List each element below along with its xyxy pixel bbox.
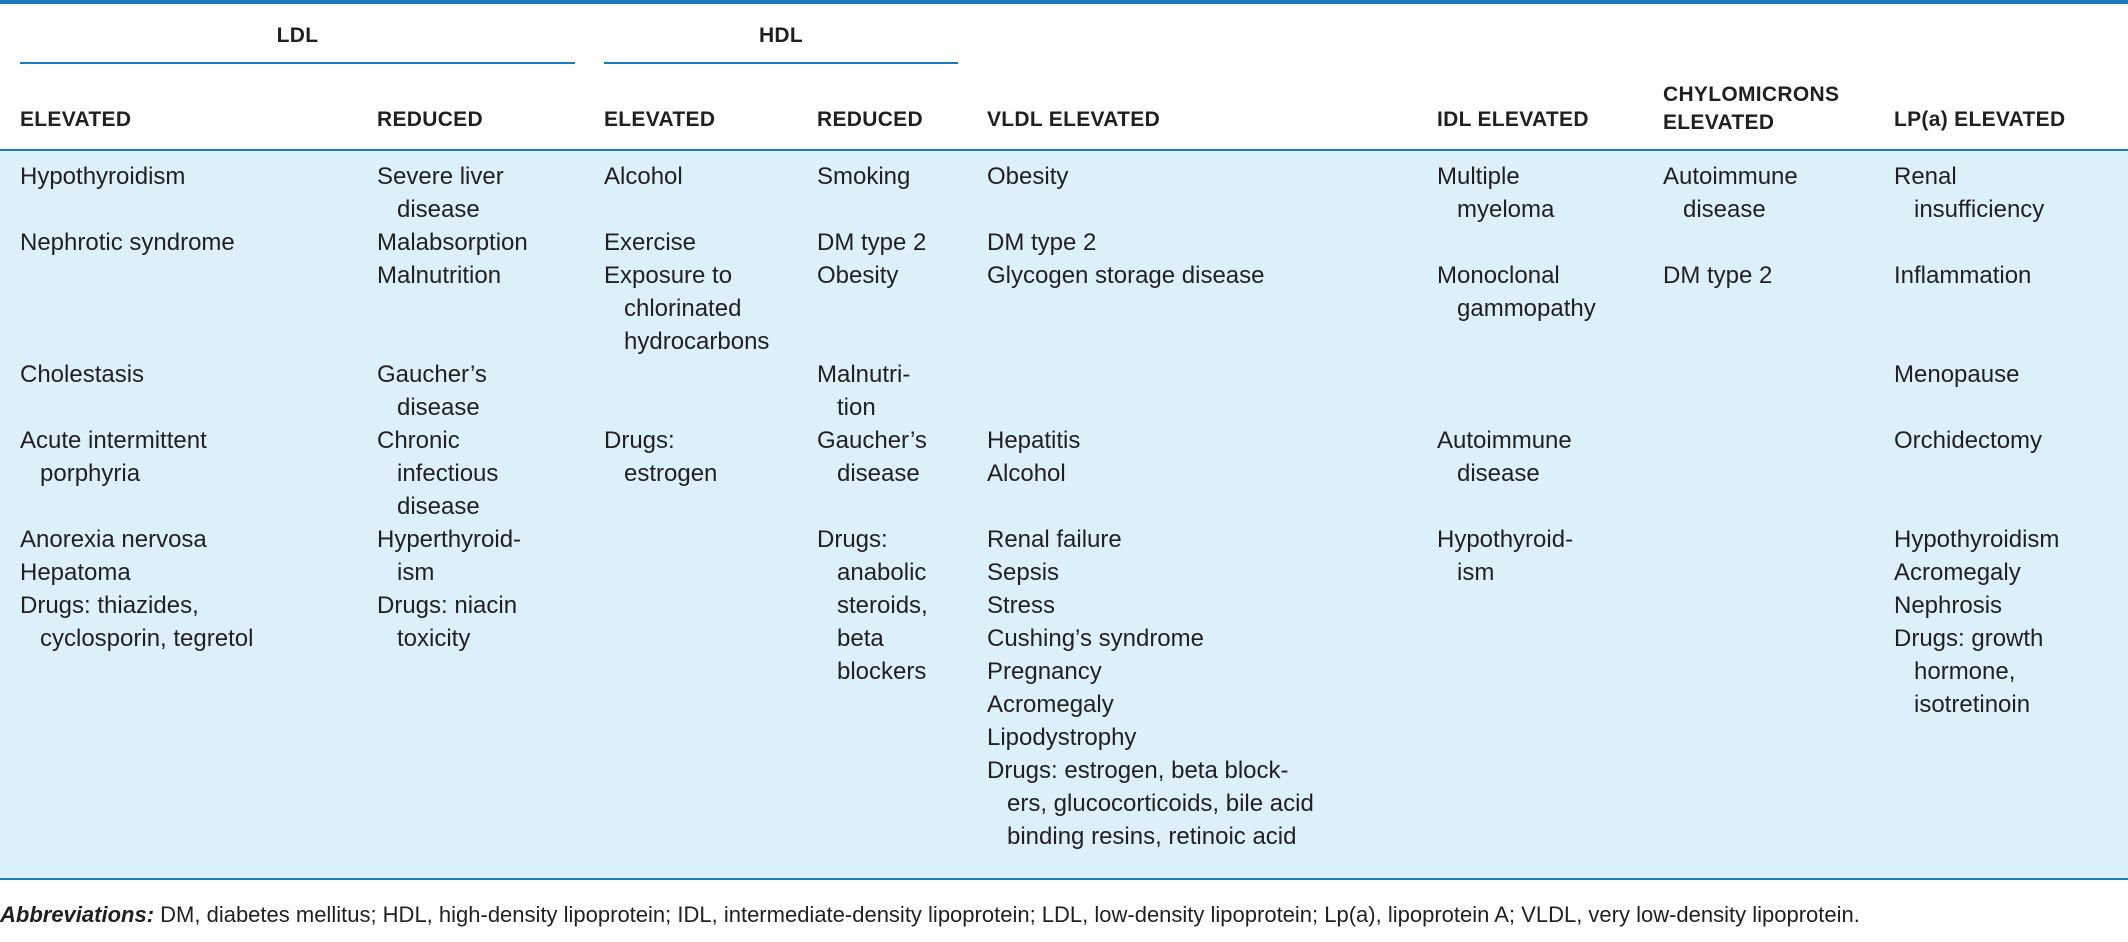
table-cell	[20, 424, 207, 490]
cell-line: Hyperthyroid-	[377, 526, 522, 553]
cell-line: Exposure to	[604, 262, 733, 289]
cell-line: ism	[397, 559, 435, 586]
cell-line: DM type 2	[817, 229, 927, 256]
cell-line: beta	[837, 625, 884, 652]
cell-line: Inflammation	[1894, 262, 2032, 289]
top-rule	[0, 0, 2128, 4]
cell-line: ism	[1457, 559, 1495, 586]
table-cell	[1663, 160, 1798, 226]
table-cell	[604, 226, 769, 358]
cell-line: Cholestasis	[20, 361, 145, 388]
cell-line	[1894, 226, 2031, 259]
cell-line: Renal	[1894, 163, 1957, 190]
col-header-chylomicrons-line2: ELEVATED	[1663, 111, 1775, 134]
cell-line	[1437, 226, 1596, 259]
table-cell	[817, 424, 927, 490]
table-cell	[377, 424, 498, 523]
table-cell	[604, 160, 683, 193]
cell-line: hydrocarbons	[624, 328, 770, 355]
footnote-text: DM, diabetes mellitus; HDL, high-density lipoprotein; IDL, intermediate-density lipoprotein; LDL, low-density lipoprotein; Lp(a), lipoprotein A; VLDL, very low-density lipoprotein.	[154, 902, 1860, 927]
cell-line: Severe liver	[377, 163, 504, 190]
cell-line: hormone,	[1914, 658, 2016, 685]
cell-line: Drugs:	[817, 526, 888, 553]
cell-line: disease	[1457, 460, 1540, 487]
col-header-chylomicrons-line1: CHYLOMICRONS	[1663, 83, 1840, 106]
table-cell	[377, 226, 528, 292]
table-cell	[987, 424, 1080, 490]
cell-line: Acromegaly	[987, 691, 1114, 718]
table-cell	[377, 523, 521, 655]
table-cell	[987, 226, 1265, 292]
cell-line: binding resins, retinoic acid	[1007, 823, 1297, 850]
col-header-ldl-elevated: ELEVATED	[20, 108, 132, 131]
cell-line: disease	[1683, 196, 1766, 223]
cell-line: Drugs: estrogen, beta block-	[987, 757, 1289, 784]
cell-line: Obesity	[987, 163, 1069, 190]
table-cell	[604, 424, 717, 490]
table-cell	[1663, 226, 1772, 292]
cell-line: Hypothyroid-	[1437, 526, 1574, 553]
cell-line: cyclosporin, tegretol	[40, 625, 254, 652]
cell-line: tion	[837, 394, 876, 421]
cell-line	[1663, 226, 1772, 259]
cell-line: myeloma	[1457, 196, 1555, 223]
col-header-vldl-elevated: VLDL ELEVATED	[987, 108, 1161, 131]
table-cell	[20, 160, 185, 193]
cell-line: Glycogen storage disease	[987, 262, 1265, 289]
cell-line: Exercise	[604, 229, 697, 256]
cell-line: Alcohol	[987, 460, 1066, 487]
cell-line: Menopause	[1894, 361, 2020, 388]
table-cell	[1894, 358, 2019, 391]
abbreviations-footnote	[0, 902, 1860, 928]
cell-line: blockers	[837, 658, 927, 685]
table-cell	[987, 160, 1068, 193]
table-cell	[1437, 160, 1554, 226]
cell-line: Cushing’s syndrome	[987, 625, 1204, 652]
cell-line: steroids,	[837, 592, 928, 619]
col-header-chylomicrons	[1663, 81, 1839, 137]
table-cell	[817, 358, 910, 424]
cell-line: Drugs: growth	[1894, 625, 2044, 652]
cell-line: Autoimmune	[1663, 163, 1798, 190]
group-underline-hdl	[604, 62, 958, 64]
cell-line: Lipodystrophy	[987, 724, 1137, 751]
cell-line: Drugs:	[604, 427, 675, 454]
cell-line: toxicity	[397, 625, 471, 652]
cell-line: DM type 2	[987, 229, 1097, 256]
cell-line: gammopathy	[1457, 295, 1596, 322]
cell-line: Hepatoma	[20, 559, 131, 586]
table-cell	[20, 358, 144, 391]
col-header-hdl-elevated: ELEVATED	[604, 108, 716, 131]
cell-line: Renal failure	[987, 526, 1122, 553]
cell-line: isotretinoin	[1914, 691, 2031, 718]
cell-line: disease	[397, 394, 480, 421]
cell-line: Acute intermittent	[20, 427, 207, 454]
cell-line: chlorinated	[624, 295, 742, 322]
cell-line: anabolic	[837, 559, 927, 586]
col-header-lpa-elevated: LP(a) ELEVATED	[1894, 108, 2066, 131]
table-cell	[377, 358, 487, 424]
footnote-label: Abbreviations:	[0, 902, 155, 927]
cell-line: Malnutrition	[377, 262, 502, 289]
cell-line: Malnutri-	[817, 361, 911, 388]
cell-line: disease	[397, 196, 480, 223]
cell-line: Sepsis	[987, 559, 1060, 586]
cell-line: insufficiency	[1914, 196, 2045, 223]
cell-line: Autoimmune	[1437, 427, 1572, 454]
cell-line: estrogen	[624, 460, 718, 487]
group-underline-ldl	[20, 62, 575, 64]
cell-line: disease	[397, 493, 480, 520]
cell-line: Stress	[987, 592, 1056, 619]
table-cell	[1894, 424, 2042, 457]
cell-line: Pregnancy	[987, 658, 1102, 685]
cell-line: Nephrotic syndrome	[20, 229, 235, 256]
cell-line: Chronic	[377, 427, 460, 454]
table-cell	[817, 160, 910, 193]
table-cell	[1894, 523, 2059, 721]
table-cell	[817, 523, 928, 688]
table-cell	[1894, 160, 2044, 226]
table-cell	[20, 523, 253, 655]
cell-line: Malabsorption	[377, 229, 528, 256]
cell-line: Hypothyroidism	[20, 163, 186, 190]
cell-line: Gaucher’s	[817, 427, 927, 454]
cell-line: DM type 2	[1663, 262, 1773, 289]
cell-line: Anorexia nervosa	[20, 526, 207, 553]
cell-line: disease	[837, 460, 920, 487]
col-header-idl-elevated: IDL ELEVATED	[1437, 108, 1589, 131]
cell-line: ers, glucocorticoids, bile acid	[1007, 790, 1314, 817]
cell-line: Acromegaly	[1894, 559, 2021, 586]
cell-line: porphyria	[40, 460, 141, 487]
col-header-hdl-reduced: REDUCED	[817, 108, 923, 131]
col-header-ldl-reduced: REDUCED	[377, 108, 483, 131]
table-cell	[817, 226, 926, 292]
table-cell	[20, 226, 235, 259]
cell-line: Drugs: thiazides,	[20, 592, 199, 619]
cell-line: Smoking	[817, 163, 911, 190]
cell-line: Nephrosis	[1894, 592, 2003, 619]
cell-line: Multiple	[1437, 163, 1520, 190]
cell-line: Alcohol	[604, 163, 683, 190]
table-cell	[1437, 226, 1596, 325]
cell-line: Orchidectomy	[1894, 427, 2043, 454]
cell-line: Gaucher’s	[377, 361, 487, 388]
table-cell	[1437, 523, 1573, 589]
cell-line: infectious	[397, 460, 499, 487]
group-header-ldl: LDL	[276, 24, 319, 47]
cell-line: Hepatitis	[987, 427, 1081, 454]
table-cell	[987, 523, 1314, 853]
cell-line: Drugs: niacin	[377, 592, 518, 619]
table-cell	[1437, 424, 1572, 490]
table-cell	[1894, 226, 2031, 292]
cell-line: Hypothyroidism	[1894, 526, 2060, 553]
group-header-hdl: HDL	[758, 24, 804, 47]
cell-line: Monoclonal	[1437, 262, 1560, 289]
cell-line: Obesity	[817, 262, 899, 289]
table-cell	[377, 160, 504, 226]
